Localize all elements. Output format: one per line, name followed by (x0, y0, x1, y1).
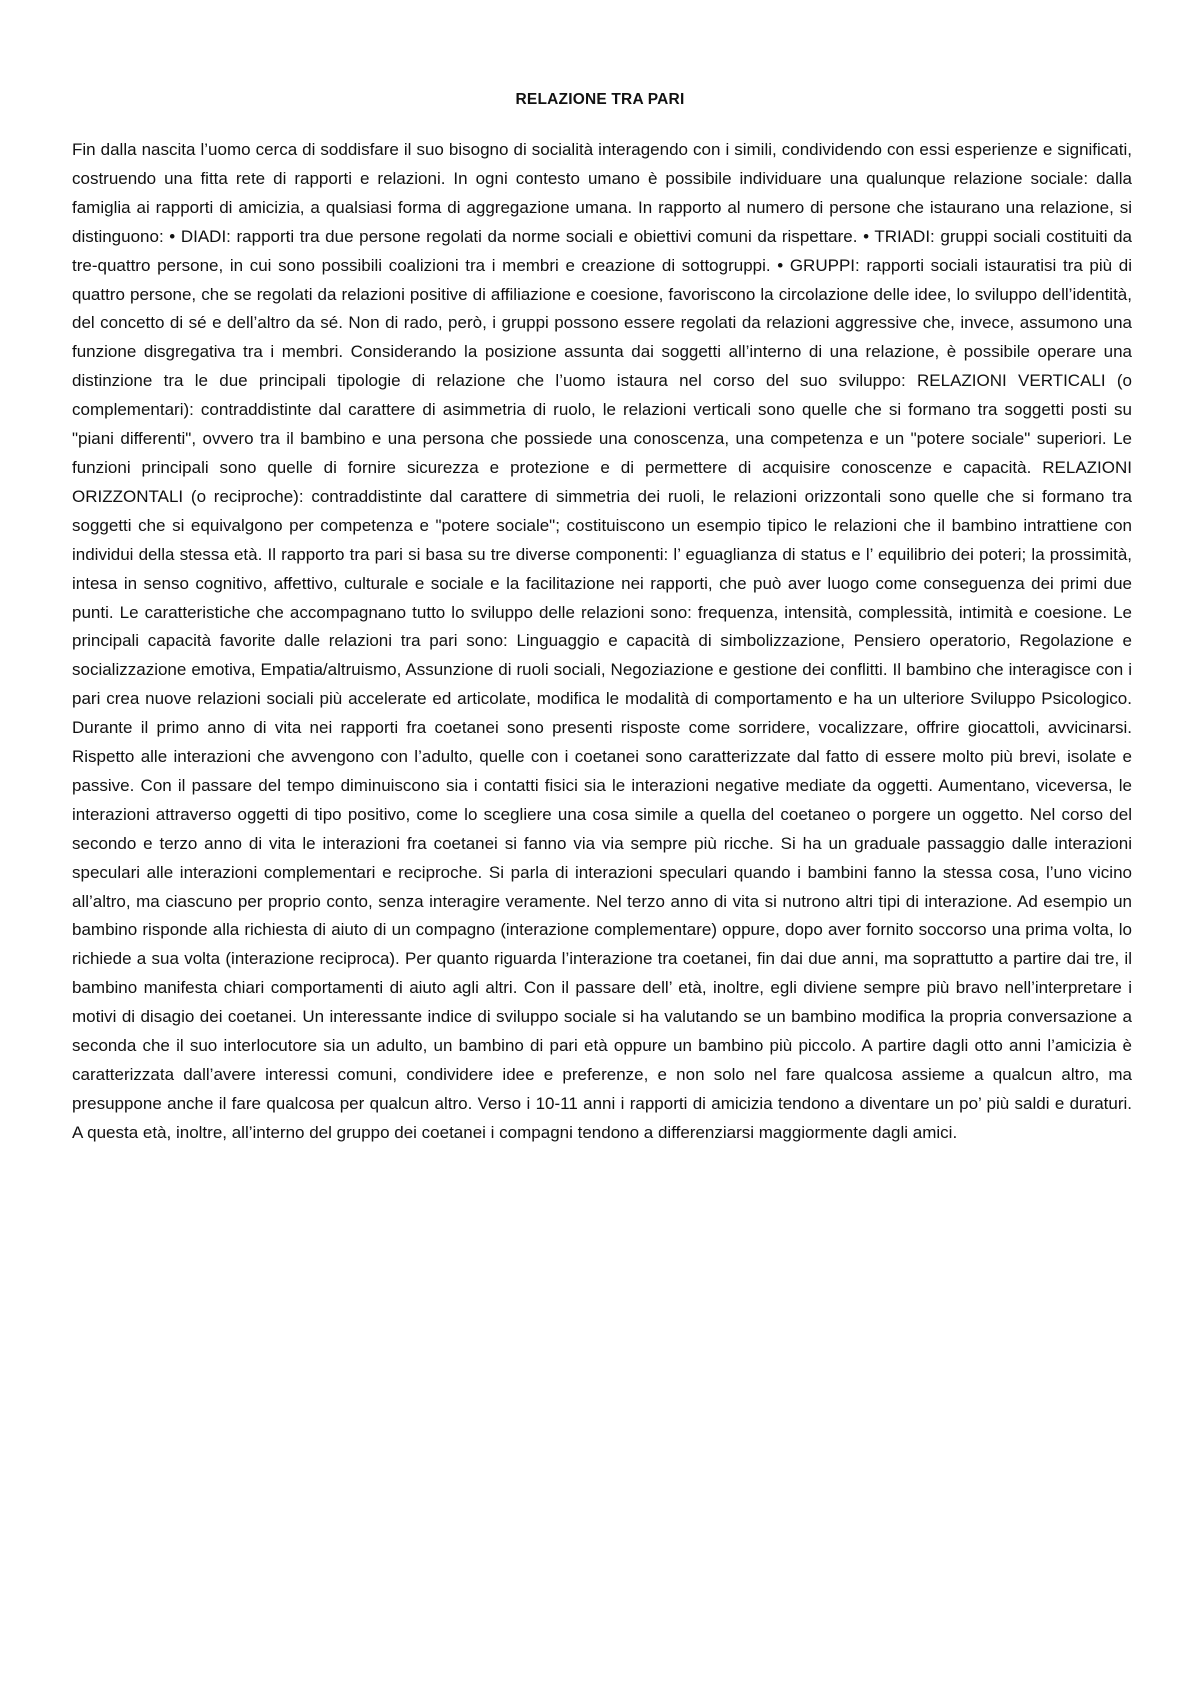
body-paragraph: Fin dalla nascita l’uomo cerca di soddisfare il suo bisogno di socialità interagendo con i simili, condividendo con essi esperienze e significati, costruendo una fitta rete di rapporti e relazioni. In ogni contesto umano è possibile individuare una qualunque relazione sociale: dalla famiglia ai rapporti di amicizia, a qualsiasi forma di aggregazione umana. In rapporto al numero di persone che istaurano una relazione, si distinguono: • DIADI: rapporti tra due persone regolati da norme sociali e obiettivi comuni da rispettare. • TRIADI: gruppi sociali costituiti da tre-quattro persone, in cui sono possibili coalizioni tra i membri e creazione di sottogruppi. • GRUPPI: rapporti sociali istauratisi tra più di quattro persone, che se regolati da relazioni positive di affiliazione e coesione, favoriscono la circolazione delle idee, lo sviluppo dell’identità, del concetto di sé e dell’altro da sé. Non di rado, però, i gruppi possono essere regolati da relazioni aggressive che, invece, assumono una funzione disgregativa tra i membri. Considerando la posizione assunta dai soggetti all’interno di una relazione, è possibile operare una distinzione tra le due principali tipologie di relazione che l’uomo istaura nel corso del suo sviluppo: RELAZIONI VERTICALI (o complementari): contraddistinte dal carattere di asimmetria di ruolo, le relazioni verticali sono quelle che si formano tra soggetti posti su "piani differenti", ovvero tra il bambino e una persona che possiede una conoscenza, una competenza e un "potere sociale" superiori. Le funzioni principali sono quelle di fornire sicurezza e protezione e di permettere di acquisire conoscenze e capacità. RELAZIONI ORIZZONTALI (o reciproche): contraddistinte dal carattere di simmetria dei ruoli, le relazioni orizzontali sono quelle che si formano tra soggetti che si equivalgono per competenza e "potere sociale"; costituiscono un esempio tipico le relazioni che il bambino intrattiene con individui della stessa età. Il rapporto tra pari si basa su tre diverse componenti: l’ eguaglianza di status e l’ equilibrio dei poteri; la prossimità, intesa in senso cognitivo, affettivo, culturale e sociale e la facilitazione nei rapporti, che può aver luogo come conseguenza dei primi due punti. Le caratteristiche che accompagnano tutto lo sviluppo delle relazioni sono: frequenza, intensità, complessità, intimità e coesione. Le principali capacità favorite dalle relazioni tra pari sono: Linguaggio e capacità di simbolizzazione, Pensiero operatorio, Regolazione e socializzazione emotiva, Empatia/altruismo, Assunzione di ruoli sociali, Negoziazione e gestione dei conflitti. Il bambino che interagisce con i pari crea nuove relazioni sociali più accelerate ed articolate, modifica le modalità di comportamento e ha un ulteriore Sviluppo Psicologico. Durante il primo anno di vita nei rapporti fra coetanei sono presenti risposte come sorridere, vocalizzare, offrire giocattoli, avvicinarsi. Rispetto alle interazioni che avvengono con l’adulto, quelle con i coetanei sono caratterizzate dal fatto di essere molto più brevi, isolate e passive. Con il passare del tempo diminuiscono sia i contatti fisici sia le interazioni negative mediate da oggetti. Aumentano, viceversa, le interazioni attraverso oggetti di tipo positivo, come lo scegliere una cosa simile a quella del coetaneo o porgere un oggetto. Nel corso del secondo e terzo anno di vita le interazioni fra coetanei si fanno via via sempre più ricche. Si ha un graduale passaggio dalle interazioni speculari alle interazioni complementari e reciproche. Si parla di interazioni speculari quando i bambini fanno la stessa cosa, l’uno vicino all’altro, ma ciascuno per proprio conto, senza interagire veramente. Nel terzo anno di vita si nutrono altri tipi di interazione. Ad esempio un bambino risponde alla richiesta di aiuto di un compagno (interazione complementare) oppure, dopo aver fornito soccorso una prima volta, lo richiede a sua volta (interazione reciproca). Per quanto riguarda l’interazione tra coetanei, fin dai due anni, ma soprattutto a partire dai tre, il bambino manifesta chiari comportamenti di aiuto agli altri. Con il passare dell’ età, inoltre, egli diviene sempre più bravo nell’interpretare i motivi di disagio dei coetanei. Un interessante indice di sviluppo sociale si ha valutando se un bambino modifica la propria conversazione a seconda che il suo interlocutore sia un adulto, un bambino di pari età oppure un bambino più piccolo. A partire dagli otto anni l’amicizia è caratterizzata dall’avere interessi comuni, condividere idee e preferenze, e non solo nel fare qualcosa assieme a qualcun altro, ma presuppone anche il fare qualcosa per qualcun altro. Verso i 10-11 anni i rapporti di amicizia tendono a diventare un po’ più saldi e duraturi. A questa età, inoltre, all’interno del gruppo dei coetanei i compagni tendono a differenziarsi maggiormente dagli amici. (72, 140, 1132, 1142)
page-title: RELAZIONE TRA PARI (515, 91, 685, 108)
